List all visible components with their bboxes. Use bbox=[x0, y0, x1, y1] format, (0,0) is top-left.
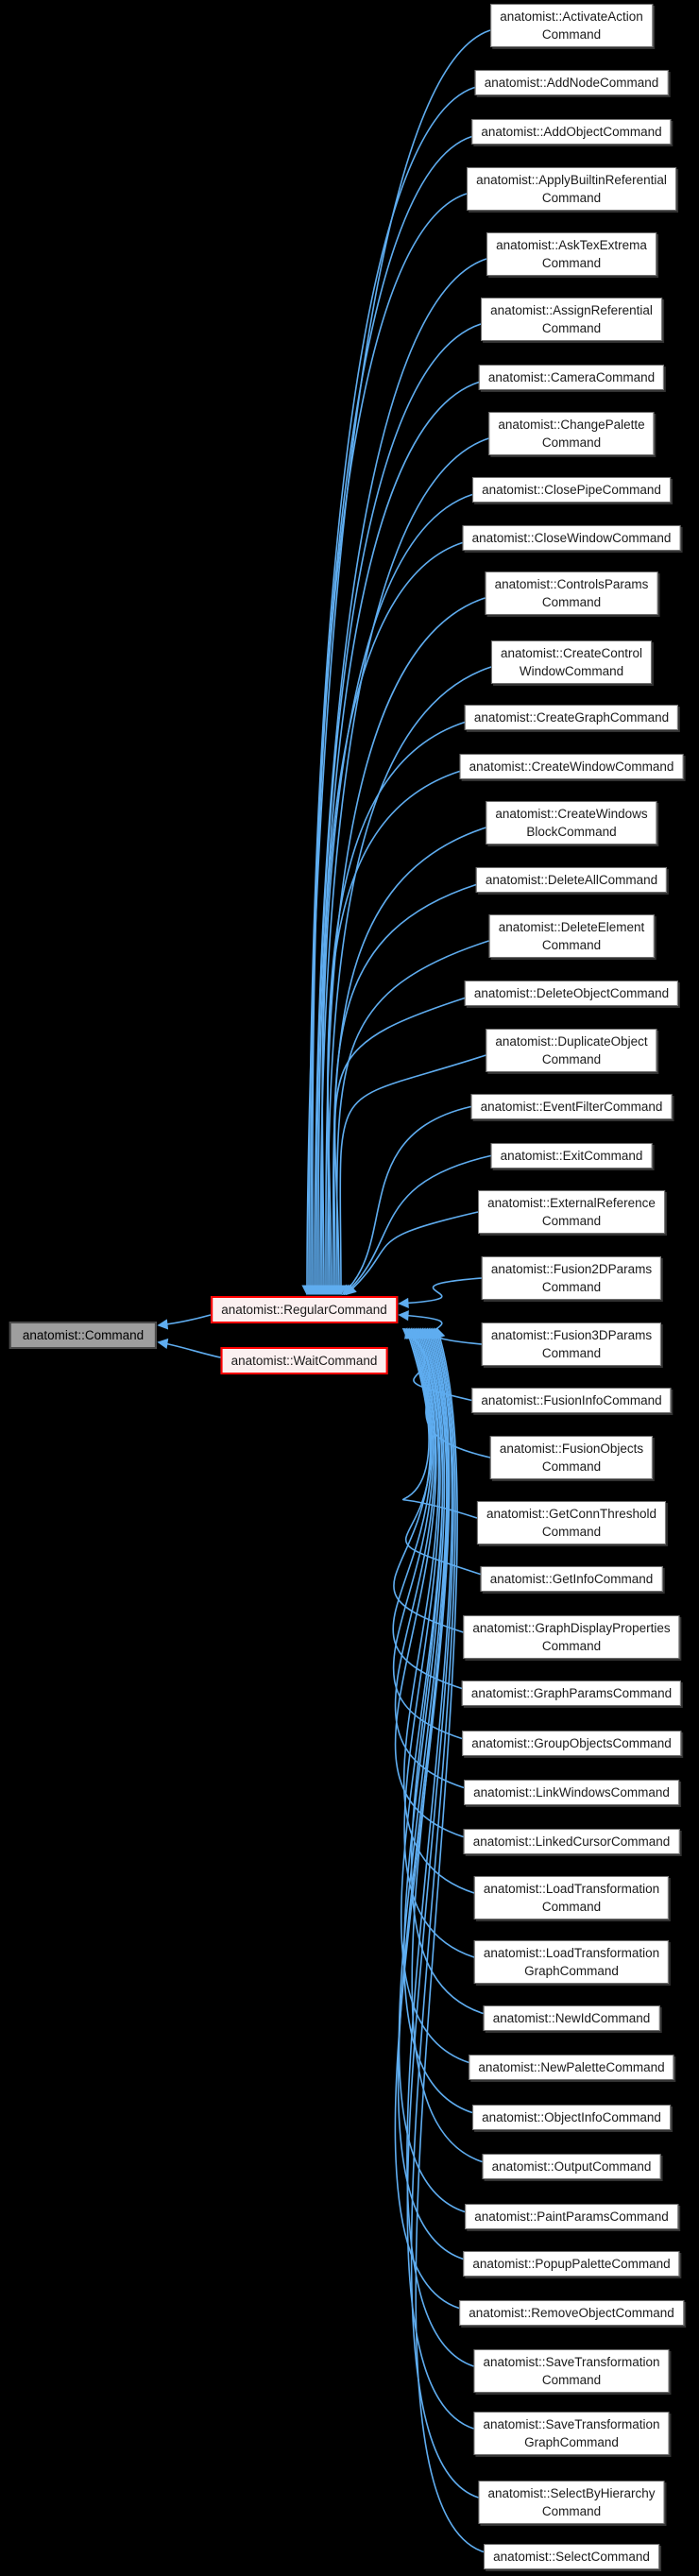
class-node[interactable]: anatomist::FusionObjects Command bbox=[490, 1436, 653, 1479]
class-node[interactable]: anatomist::LoadTransformation Command bbox=[474, 1876, 669, 1919]
class-node[interactable]: anatomist::Fusion3DParams Command bbox=[482, 1322, 661, 1366]
class-node-command[interactable]: anatomist::Command bbox=[9, 1322, 157, 1349]
class-node[interactable]: anatomist::EventFilterCommand bbox=[471, 1094, 673, 1119]
class-node[interactable]: anatomist::LinkedCursorCommand bbox=[464, 1829, 680, 1854]
class-node[interactable]: anatomist::NewIdCommand bbox=[484, 2005, 660, 2031]
class-node[interactable]: anatomist::CloseWindowCommand bbox=[463, 525, 681, 551]
class-node[interactable]: anatomist::RemoveObjectCommand bbox=[459, 2300, 684, 2326]
class-node[interactable]: anatomist::GetConnThreshold Command bbox=[477, 1501, 666, 1544]
class-node[interactable]: anatomist::GetInfoCommand bbox=[481, 1566, 663, 1592]
class-node[interactable]: anatomist::FusionInfoCommand bbox=[471, 1388, 671, 1413]
inheritance-arrow bbox=[343, 1107, 471, 1295]
class-node[interactable]: anatomist::DeleteElement Command bbox=[489, 914, 655, 958]
class-node[interactable]: anatomist::SaveTransformation Command bbox=[473, 2349, 669, 2393]
class-node[interactable]: anatomist::Fusion2DParams Command bbox=[482, 1256, 661, 1300]
class-node[interactable]: anatomist::ObjectInfoCommand bbox=[472, 2105, 671, 2130]
inheritance-arrow bbox=[347, 1212, 478, 1294]
class-node[interactable]: anatomist::LoadTransformation GraphCommand bbox=[474, 1940, 669, 1984]
class-node[interactable]: anatomist::AddObjectCommand bbox=[471, 119, 671, 145]
class-node[interactable]: anatomist::SelectCommand bbox=[484, 2544, 659, 2569]
class-node[interactable]: anatomist::GroupObjectsCommand bbox=[462, 1731, 681, 1756]
class-node[interactable]: anatomist::SelectByHierarchy Command bbox=[478, 2481, 664, 2524]
class-node[interactable]: anatomist::AddNodeCommand bbox=[475, 70, 669, 95]
class-node[interactable]: anatomist::PaintParamsCommand bbox=[465, 2204, 678, 2229]
class-node[interactable]: anatomist::GraphDisplayProperties Command bbox=[463, 1615, 679, 1659]
class-node[interactable]: anatomist::ControlsParams Command bbox=[486, 571, 658, 615]
class-node[interactable]: anatomist::ChangePalette Command bbox=[488, 412, 654, 455]
class-node[interactable]: anatomist::ExternalReference Command bbox=[478, 1190, 665, 1234]
class-node[interactable]: anatomist::AskTexExtrema Command bbox=[486, 232, 656, 276]
inheritance-arrow bbox=[322, 543, 462, 1295]
class-node[interactable]: anatomist::NewPaletteCommand bbox=[469, 2055, 673, 2080]
class-node[interactable]: anatomist::CameraCommand bbox=[479, 365, 664, 390]
class-node[interactable]: anatomist::DuplicateObject Command bbox=[486, 1029, 656, 1072]
class-node[interactable]: anatomist::CreateWindows BlockCommand bbox=[486, 801, 656, 844]
class-node[interactable]: anatomist::ClosePipeCommand bbox=[472, 477, 671, 503]
class-node[interactable]: anatomist::PopupPaletteCommand bbox=[463, 2251, 679, 2277]
inheritance-arrow bbox=[159, 1342, 221, 1357]
inheritance-arrow bbox=[400, 1278, 482, 1304]
class-node[interactable]: anatomist::SaveTransformation GraphCommand bbox=[473, 2412, 669, 2455]
class-node[interactable]: anatomist::CreateControl WindowCommand bbox=[491, 640, 652, 684]
class-node-regular-command[interactable]: anatomist::RegularCommand bbox=[211, 1296, 398, 1323]
class-node-wait-command[interactable]: anatomist::WaitCommand bbox=[221, 1347, 388, 1374]
inheritance-arrow bbox=[333, 827, 486, 1294]
class-node[interactable]: anatomist::DeleteAllCommand bbox=[476, 867, 667, 893]
inheritance-arrow bbox=[159, 1315, 211, 1325]
class-node[interactable]: anatomist::CreateWindowCommand bbox=[460, 754, 684, 779]
inheritance-arrow bbox=[340, 1055, 486, 1294]
class-node[interactable]: anatomist::OutputCommand bbox=[483, 2154, 661, 2179]
inheritance-arrow bbox=[326, 598, 486, 1294]
class-node[interactable]: anatomist::GraphParamsCommand bbox=[462, 1680, 681, 1706]
class-node[interactable]: anatomist::LinkWindowsCommand bbox=[464, 1780, 679, 1805]
class-node[interactable]: anatomist::CreateGraphCommand bbox=[465, 705, 678, 730]
class-node[interactable]: anatomist::ApplyBuiltinReferential Command bbox=[467, 167, 676, 211]
class-node[interactable]: anatomist::AssignReferential Command bbox=[481, 298, 662, 341]
class-node[interactable]: anatomist::ActivateAction Command bbox=[490, 4, 653, 47]
class-node[interactable]: anatomist::ExitCommand bbox=[491, 1143, 653, 1169]
class-node[interactable]: anatomist::DeleteObjectCommand bbox=[465, 981, 678, 1006]
